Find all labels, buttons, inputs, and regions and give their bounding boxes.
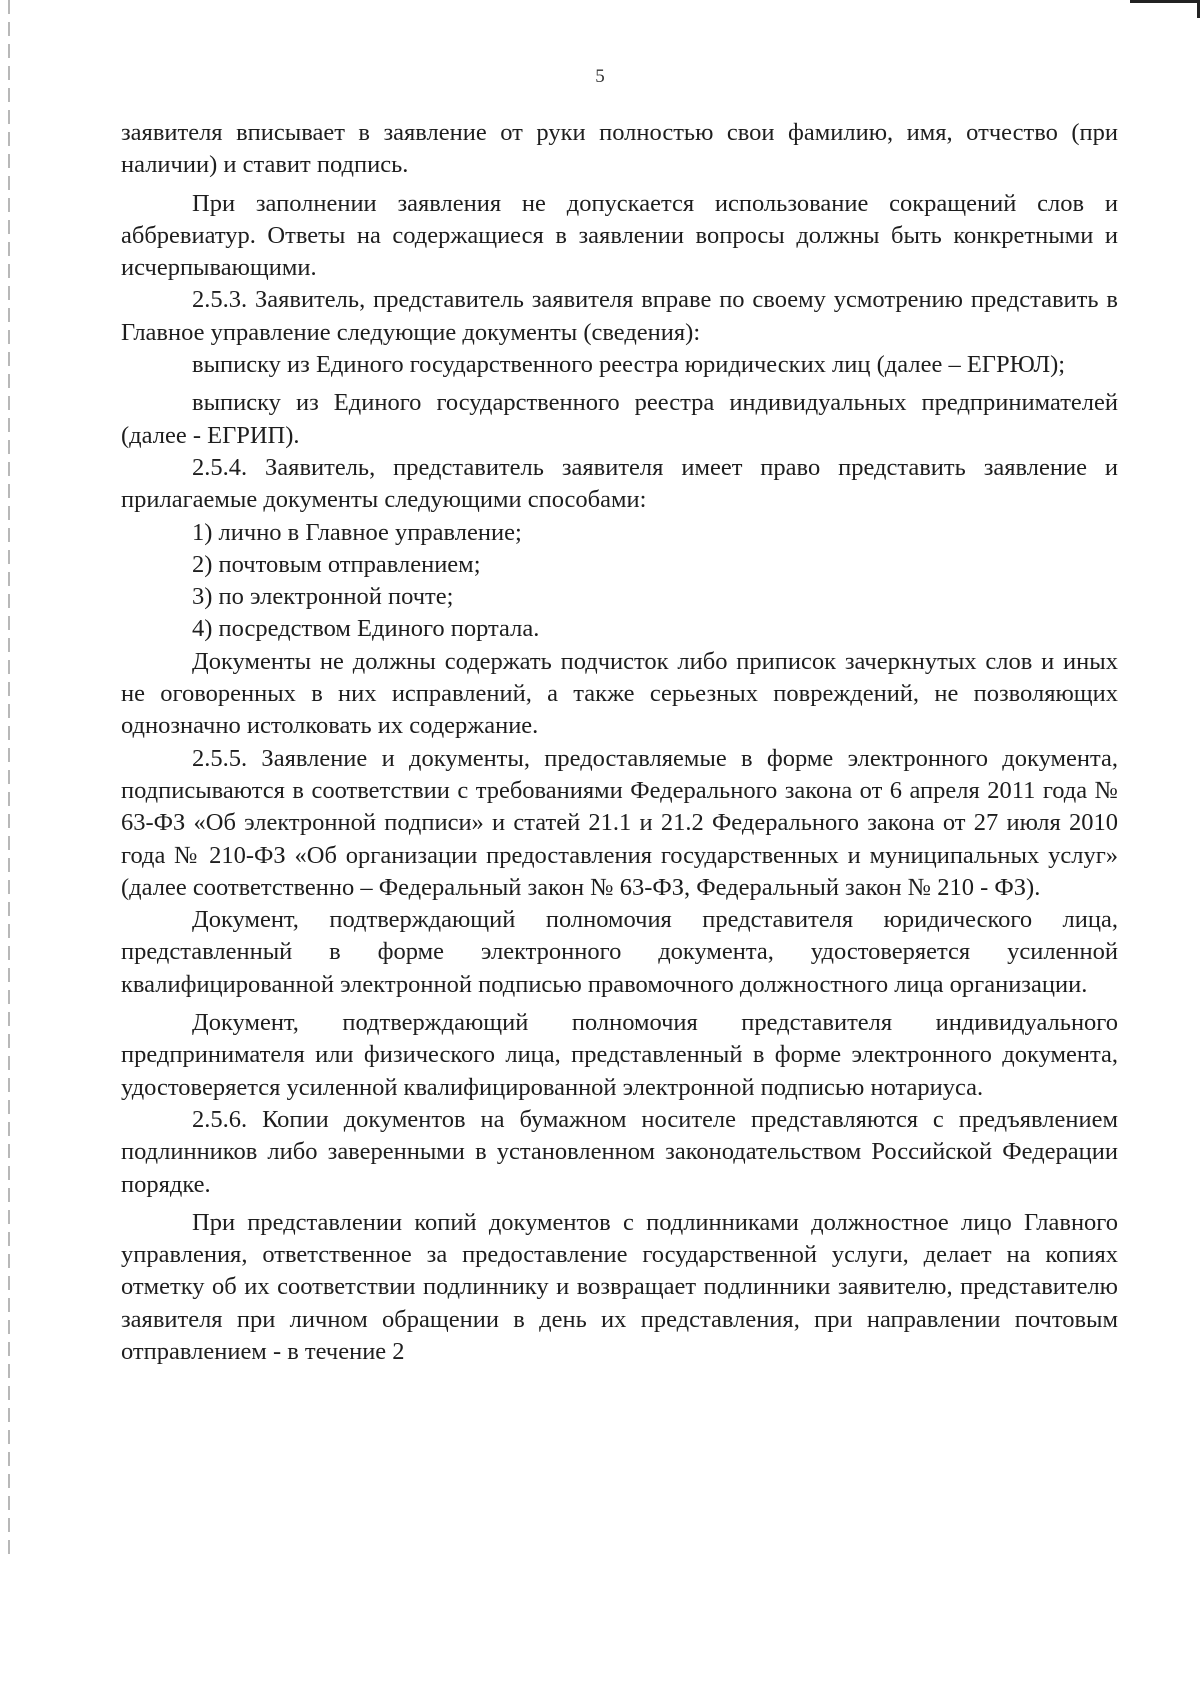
paragraph: 2.5.6. Копии документов на бумажном носителе представляются с предъявлением подлинников либо заверенными в установленном законодательством Российской Федерации порядке. <box>121 1105 1118 1198</box>
scan-left-border <box>8 0 10 1560</box>
paragraph: 2.5.5. Заявление и документы, предоставляемые в форме электронного документа, подписываются в соответствии с требованиями Федерального закона от 6 апреля 2011 года № 63-ФЗ «Об электронной подписи» и статей 21.1 и 21.2 Федерального закона от 27 июля 2010 года № 210-ФЗ «Об организации предоставления государственных и муниципальных услуг» (далее соответственно – Федеральный закон № 63-ФЗ, Федеральный закон № 210 - ФЗ). <box>121 744 1118 901</box>
list-item: 1) лично в Главное управление; <box>192 518 522 546</box>
paragraph: Документ, подтверждающий полномочия представителя индивидуального предпринимателя или физического лица, представленный в форме электронного документа, удостоверяется усиленной квалифицированной электронной подписью нотариуса. <box>121 1009 1118 1101</box>
paragraph: выписку из Единого государственного реестра юридических лиц (далее – ЕГРЮЛ); <box>192 351 1066 379</box>
paragraph: При представлении копий документов с подлинниками должностное лицо Главного управления, ответственное за предоставление государственной услуги, делает на копиях отметку об их соответствии подлиннику и возвращает подлинники заявителю, представителю заявителя при личном обращении в день их представления, при направлении почтовым отправлением - в течение 2 <box>121 1208 1118 1365</box>
paragraph: выписку из Единого государственного реестра индивидуальных предпринимателей (далее - ЕГРИП). <box>121 389 1118 449</box>
page-number: 5 <box>595 66 605 87</box>
document-body <box>121 117 1118 1368</box>
paragraph: 2.5.4. Заявитель, представитель заявителя имеет право представить заявление и прилагаемые документы следующими способами: <box>121 453 1118 514</box>
scan-corner-mark <box>1130 0 1200 18</box>
paragraph: При заполнении заявления не допускается использование сокращений слов и аббревиатур. Ответы на содержащиеся в заявлении вопросы должны быть конкретными и исчерпывающими. <box>121 189 1118 282</box>
list-item: 3) по электронной почте; <box>192 583 454 611</box>
paragraph: Документы не должны содержать подчисток либо приписок зачеркнутых слов и иных не оговоренных в них исправлений, а также серьезных повреждений, не позволяющих однозначно истолковать их содержание. <box>121 647 1118 740</box>
paragraph: заявителя вписывает в заявление от руки полностью свои фамилию, имя, отчество (при наличии) и ставит подпись. <box>121 119 1118 179</box>
list-item: 2) почтовым отправлением; <box>192 550 481 578</box>
paragraph: 2.5.3. Заявитель, представитель заявителя вправе по своему усмотрению представить в Главное управление следующие документы (сведения): <box>121 286 1118 346</box>
paragraph: Документ, подтверждающий полномочия представителя юридического лица, представленный в форме электронного документа, удостоверяется усиленной квалифицированной электронной подписью правомочного должностного лица организации. <box>121 906 1118 998</box>
list-item: 4) посредством Единого портала. <box>192 615 540 643</box>
